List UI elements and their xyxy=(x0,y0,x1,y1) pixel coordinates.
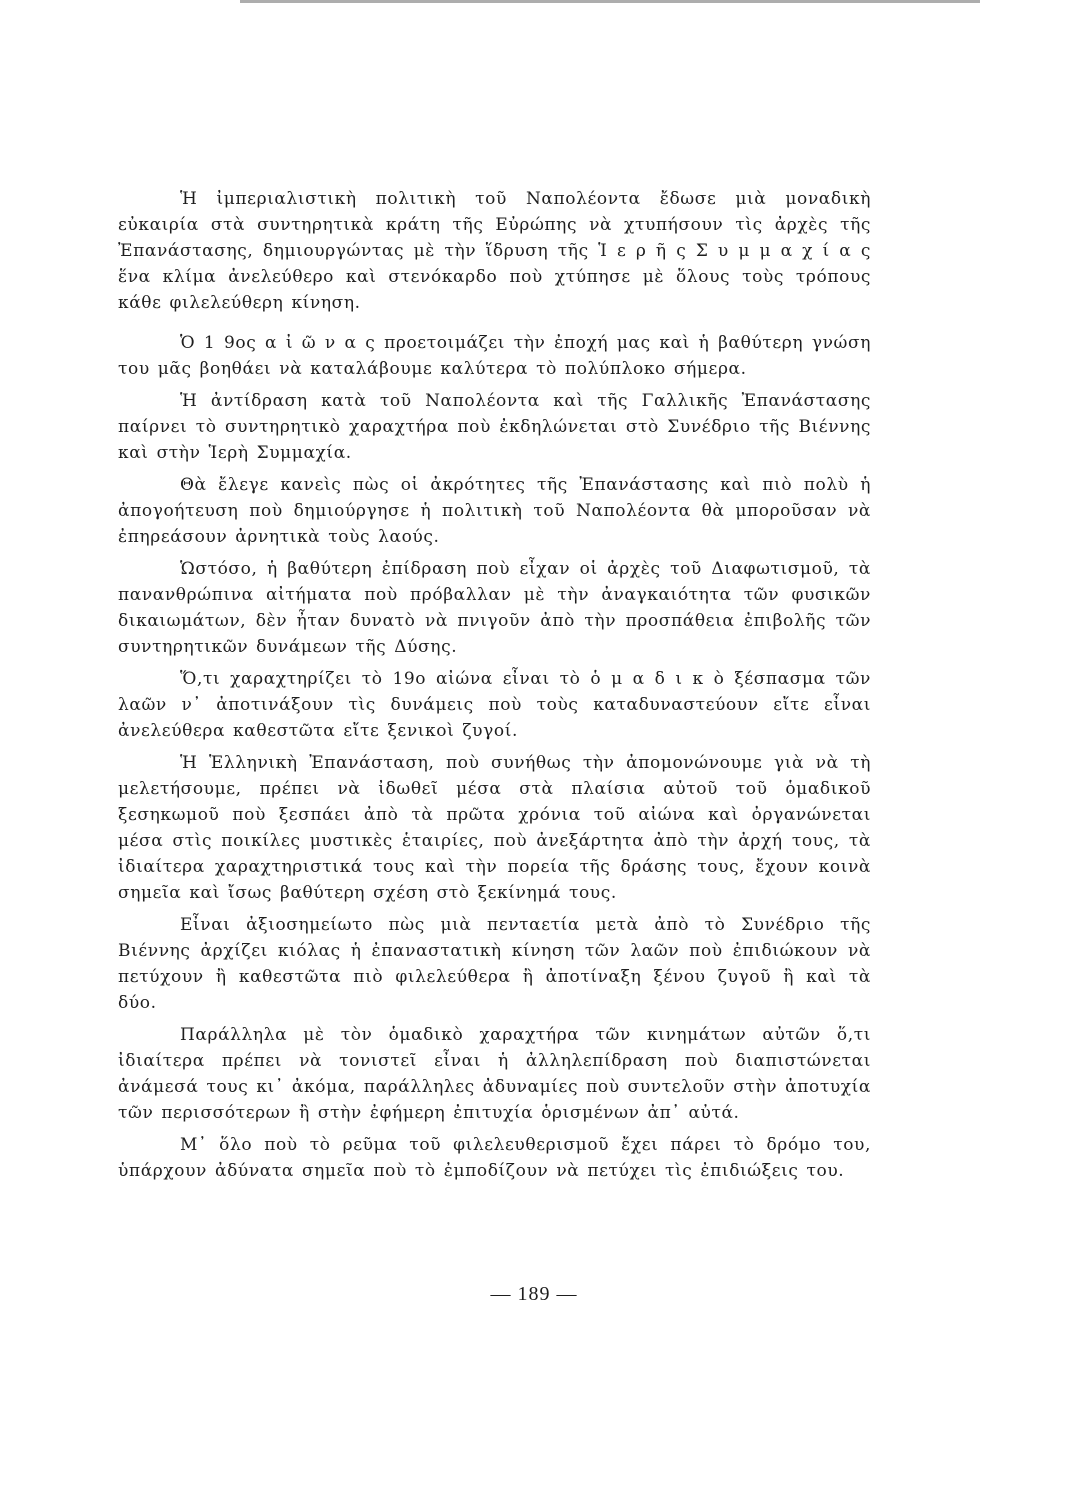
paragraph-4: Θὰ ἔλεγε κανεὶς πὼς οἱ ἀκρότητες τῆς Ἐπανάστασης καὶ πιὸ πολὺ ἡ ἀπογοήτευση ποὺ δημιούργησε ἡ πολιτικὴ τοῦ Ναπολέοντα θὰ μποροῦσαν νὰ ἐπηρεάσουν ἀρνητικὰ τοὺς λαούς. xyxy=(118,475,871,547)
paragraph-2: Ὁ 1 9ος α ἰ ῶ ν α ς προετοιμάζει τὴν ἐποχή μας καὶ ἡ βαθύτερη γνώση του μᾶς βοηθάει νὰ καταλάβουμε καλύτερα τὸ πολύπλοκο σήμερα. xyxy=(118,333,871,379)
paragraph-8: Εἶναι ἀξιοσημείωτο πὼς μιὰ πενταετία μετὰ ἀπὸ τὸ Συνέδριο τῆς Βιέννης ἀρχίζει κιόλας ἡ ἐπαναστατικὴ κίνηση τῶν λαῶν ποὺ ἐπιδιώκουν νὰ πετύχουν ἢ καθεστῶτα πιὸ φιλελεύθερα ἢ ἀποτίναξη ξένου ζυγοῦ ἢ καὶ τὰ δύο. xyxy=(118,915,871,1013)
scan-top-edge xyxy=(240,0,980,3)
paragraph-10: Μ᾿ ὅλο ποὺ τὸ ρεῦμα τοῦ φιλελευθερισμοῦ ἔχει πάρει τὸ δρόμο του, ὑπάρχουν ἀδύνατα σημεῖα ποὺ τὸ ἐμποδίζουν νὰ πετύχει τὶς ἐπιδιώξεις του. xyxy=(118,1135,871,1181)
paragraph-9: Παράλληλα μὲ τὸν ὁμαδικὸ χαραχτήρα τῶν κινημάτων αὐτῶν ὅ,τι ἰδιαίτερα πρέπει νὰ τονιστεῖ εἶναι ἡ ἀλληλεπίδραση ποὺ διαπιστώνεται ἀνάμεσά τους κι᾿ ἀκόμα, παράλληλες ἀδυναμίες ποὺ συντελοῦν στὴν ἀποτυχία τῶν περισσότερων ἢ στὴν ἐφήμερη ἐπιτυχία ὁρισμένων ἀπ᾿ αὐτά. xyxy=(118,1025,872,1123)
paragraph-3: Ἡ ἀντίδραση κατὰ τοῦ Ναπολέοντα καὶ τῆς Γαλλικῆς Ἐπανάστασης παίρνει τὸ συντηρητικὸ χαραχτήρα ποὺ ἐκδηλώνεται στὸ Συνέδριο τῆς Βιέννης καὶ στὴν Ἱερὴ Συμμαχία. xyxy=(118,391,871,463)
page-number: — 189 — xyxy=(490,1283,578,1305)
page-body xyxy=(118,186,871,1190)
paragraph-6: Ὅ,τι χαραχτηρίζει τὸ 19ο αἰώνα εἶναι τὸ ὁ μ α δ ι κ ὸ ξέσπασμα τῶν λαῶν ν᾿ ἀποτινάξουν τὶς δυνάμεις ποὺ τοὺς καταδυναστεύουν εἴτε εἶναι ἀνελεύθερα καθεστῶτα εἴτε ξενικοὶ ζυγοί. xyxy=(118,669,871,741)
paragraph-1: Ἡ ἰμπεριαλιστικὴ πολιτικὴ τοῦ Ναπολέοντα ἔδωσε μιὰ μοναδικὴ εὐκαιρία στὰ συντηρητικὰ κράτη τῆς Εὐρώπης νὰ χτυπήσουν τὶς ἀρχὲς τῆς Ἐπανάστασης, δημιουργώντας μὲ τὴν ἵδρυση τῆς Ἱ ε ρ ῆ ς Σ υ μ μ α χ ί α ς ἕνα κλίμα ἀνελεύθερο καὶ στενόκαρδο ποὺ χτύπησε μὲ ὅλους τοὺς τρόπους κάθε φιλελεύθερη κίνηση. xyxy=(118,189,871,313)
paragraph-5: Ὡστόσο, ἡ βαθύτερη ἐπίδραση ποὺ εἶχαν οἱ ἀρχὲς τοῦ Διαφωτισμοῦ, τὰ πανανθρώπινα αἰτήματα ποὺ πρόβαλλαν μὲ τὴν ἀναγκαιότητα τῶν φυσικῶν δικαιωμάτων, δὲν ἦταν δυνατὸ νὰ πνιγοῦν ἀπὸ τὴν προσπάθεια ἐπιβολῆς τῶν συντηρητικῶν δυνάμεων τῆς Δύσης. xyxy=(118,559,871,657)
paragraph-7: Ἡ Ἑλληνικὴ Ἐπανάσταση, ποὺ συνήθως τὴν ἀπομονώνουμε γιὰ νὰ τὴ μελετήσουμε, πρέπει νὰ ἰδωθεῖ μέσα στὰ πλαίσια αὐτοῦ τοῦ ὁμαδικοῦ ξεσηκωμοῦ ποὺ ξεσπάει ἀπὸ τὰ πρῶτα χρόνια τοῦ αἰώνα καὶ ὀργανώνεται μέσα στὶς ποικίλες μυστικὲς ἑταιρίες, ποὺ ἀνεξάρτητα ἀπὸ τὴν ἀρχή τους, τὰ ἰδιαίτερα χαραχτηριστικά τους καὶ τὴν πορεία τῆς δράσης τους, ἔχουν κοινὰ σημεῖα καὶ ἴσως βαθύτερη σχέση στὸ ξεκίνημά τους. xyxy=(118,753,871,903)
